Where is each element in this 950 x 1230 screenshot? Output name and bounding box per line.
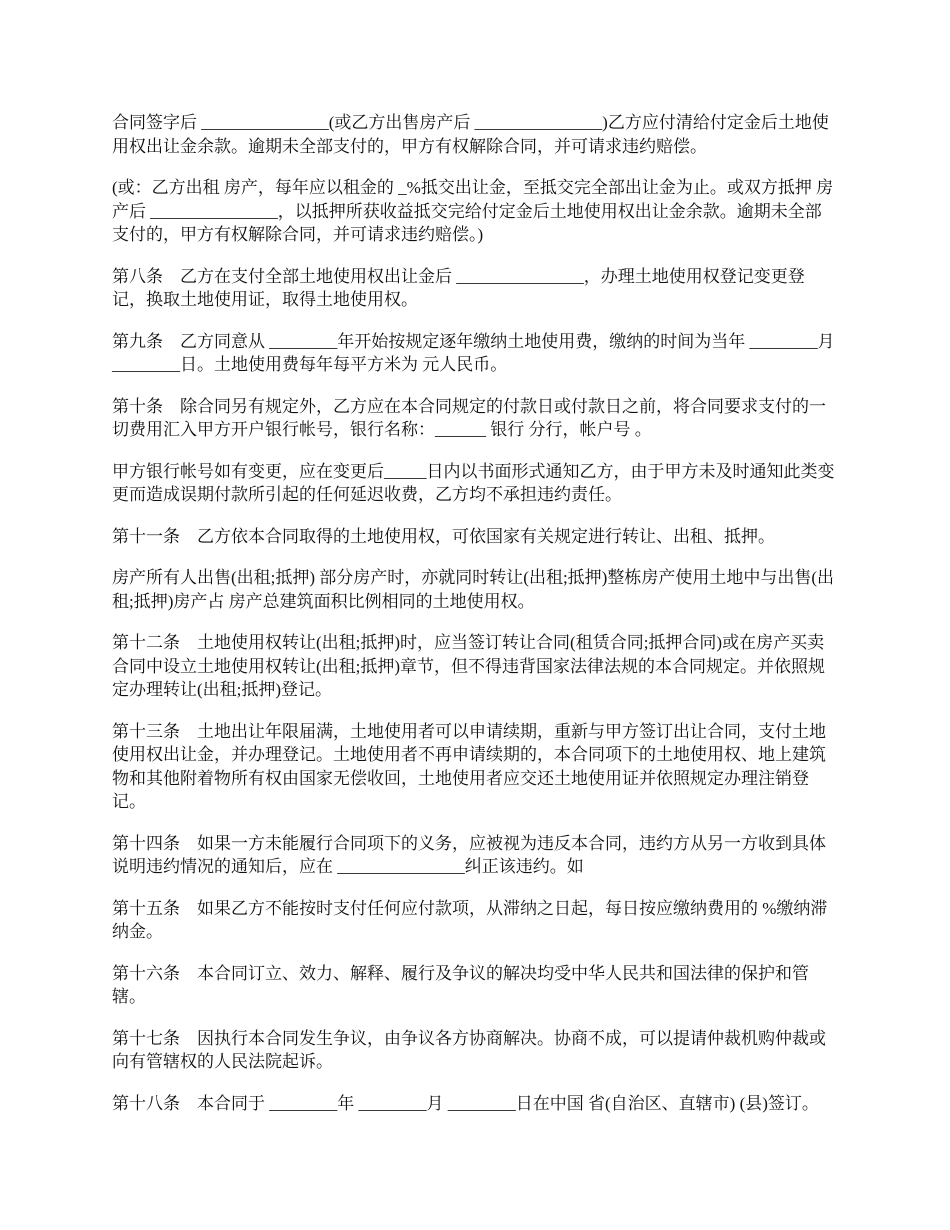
paragraph-bank-account-change: 甲方银行帐号如有变更，应在变更后_____日内以书面形式通知乙方，由于甲方未及时通知此类变更而造成误期付款所引起的任何延迟收费，乙方均不承担违约责任。 [112,461,835,504]
paragraph-article-9: 第九条 乙方同意从 ________年开始按规定逐年缴纳土地使用费，缴纳的时间为当年 ________月 ________日。土地使用费每年每平方米为 元人民币。 [112,331,839,374]
paragraph-article-15: 第十五条 如果乙方不能按时支付任何应付款项，从滞纳之日起，每日按应缴纳费用的 %缴纳滞纳金。 [112,898,828,941]
paragraph-article-16: 第十六条 本合同订立、效力、解释、履行及争议的解决均受中华人民共和国法律的保护和管辖。 [112,963,809,1006]
paragraph-article-10: 第十条 除合同另有规定外，乙方应在本合同规定的付款日或付款日之前，将合同要求支付的一切费用汇入甲方开户银行帐号，银行名称：______ 银行 分行，帐户号 。 [112,396,826,439]
paragraph-article-8: 第八条 乙方在支付全部土地使用权出让金后 _______________，办理土地使用权登记变更登记，换取土地使用证，取得土地使用权。 [112,266,805,309]
paragraph-article-18: 第十八条 本合同于 ________年 ________月 ________日在中国 省(自治区、直辖市) (县)签订。 [112,1093,819,1113]
paragraph-payment-terms: 合同签字后 _______________(或乙方出售房产后 _______________)乙方应付清给付定金后土地使用权出让金余款。逾期未全部支付的，甲方有权解除合同，并可请求违约赔偿。 [112,113,829,156]
document-body [112,111,838,1133]
paragraph-article-11: 第十一条 乙方依本合同取得的土地使用权，可依国家有关规定进行转让、出租、抵押。 [112,526,775,546]
paragraph-article-13: 第十三条 土地出让年限届满，土地使用者可以申请续期，重新与甲方签订出让合同，支付土地使用权出让金，并办理登记。土地使用者不再申请续期的，本合同项下的土地使用权、地上建筑物和其他附着物所有权由国家无偿收回，土地使用者应交还土地使用证并依照规定办理注销登记。 [112,721,826,811]
paragraph-article-12: 第十二条 土地使用权转让(出租;抵押)时，应当签订转让合同(租赁合同;抵押合同)或在房产买卖合同中设立土地使用权转让(出租;抵押)章节，但不得违背国家法律法规的本合同规定。并依照规定办理转让(出租;抵押)登记。 [112,633,826,699]
paragraph-article-14: 第十四条 如果一方未能履行合同项下的义务，应被视为违反本合同，违约方从另一方收到具体说明违约情况的通知后，应在 _______________纠正该违约。如 [112,833,826,876]
paragraph-article-17: 第十七条 因执行本合同发生争议，由争议各方协商解决。协商不成，可以提请仲裁机购仲裁或向有管辖权的人民法院起诉。 [112,1028,826,1071]
paragraph-partial-property-transfer: 房产所有人出售(出租;抵押) 部分房产时，亦就同时转让(出租;抵押)整栋房产使用土地中与出售(出租;抵押)房产占 房产总建筑面积比例相同的土地使用权。 [112,568,835,611]
paragraph-rent-mortgage-alternative: (或：乙方出租 房产，每年应以租金的 _%抵交出让金，至抵交完全部出让金为止。或双方抵押 房产后 _______________，以抵押所获收益抵交完给付定金后土地使用权出让金余款。逾期未全部支付的，甲方有权解除合同，并可请求违约赔偿。) [112,178,834,244]
